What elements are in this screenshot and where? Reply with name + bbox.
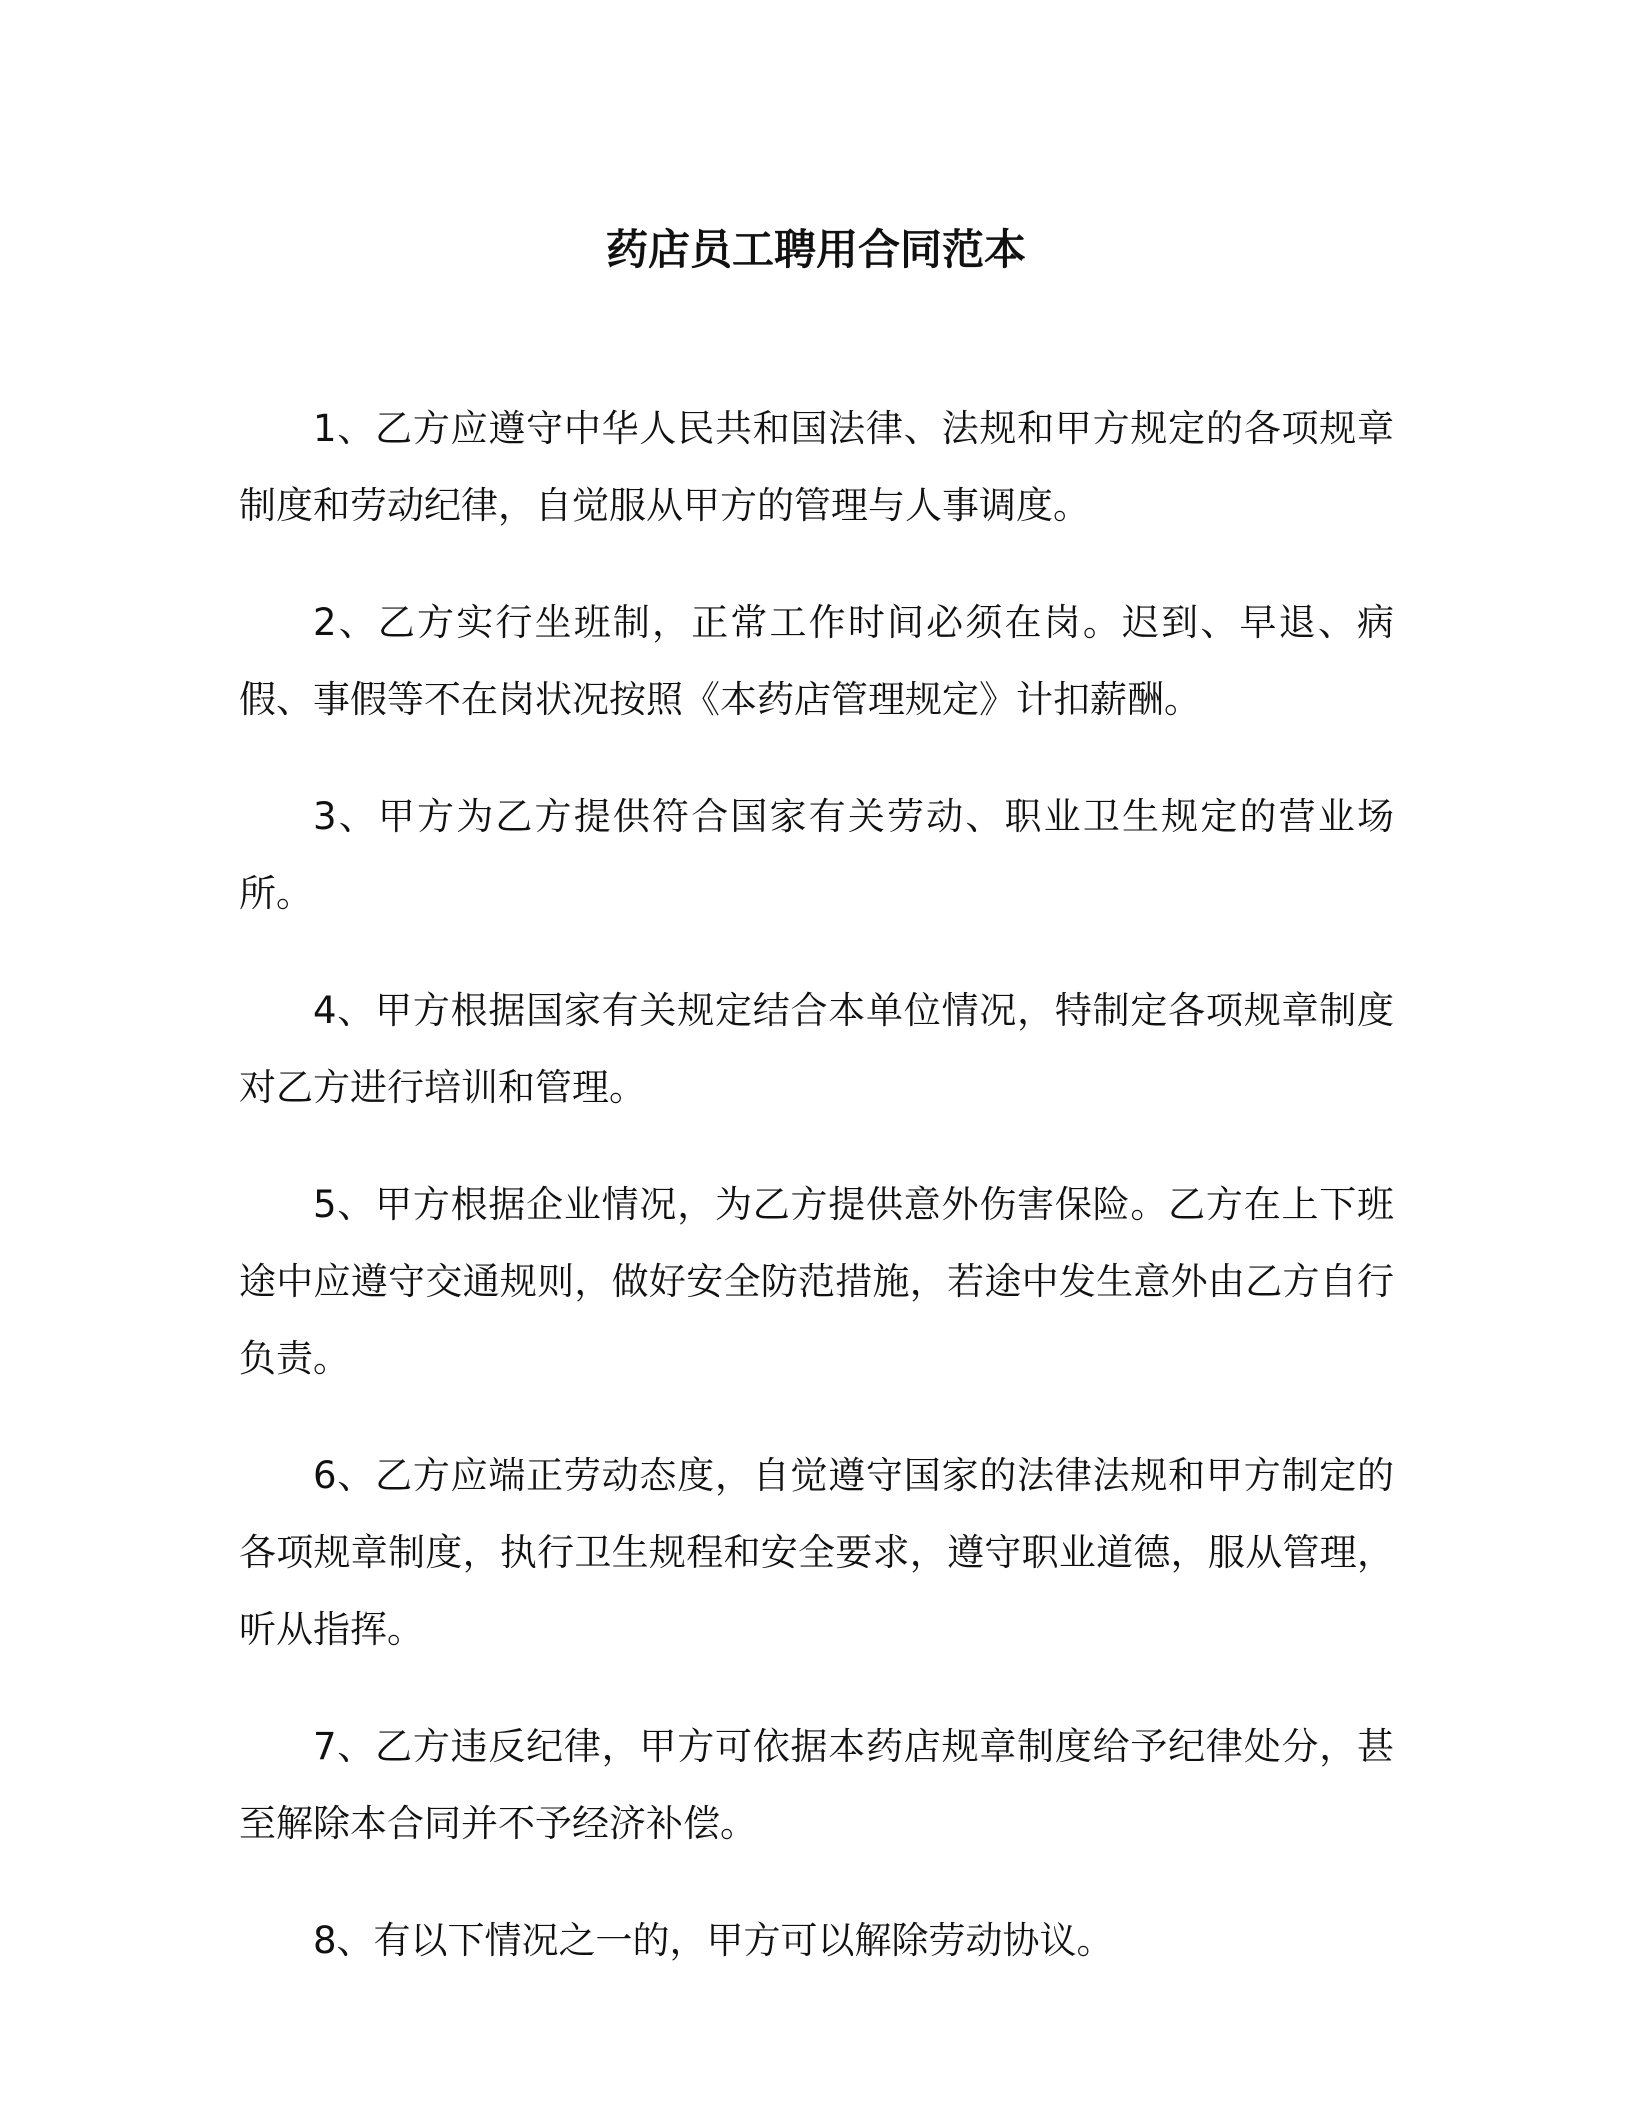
clause-8: 8、有以下情况之一的，甲方可以解除劳动协议。 — [313, 1919, 1114, 1962]
clause-6: 6、乙方应端正劳动态度，自觉遵守国家的法律法规和甲方制定的各项规章制度，执行卫生规程和安全要求，遵守职业道德，服从管理，听从指挥。 — [239, 1454, 1394, 1651]
clause-4: 4、甲方根据国家有关规定结合本单位情况，特制定各项规章制度对乙方进行培训和管理。 — [239, 989, 1394, 1109]
page-title: 药店员工聘用合同范本 — [605, 225, 1026, 274]
contract-body — [239, 390, 1394, 2019]
clause-7: 7、乙方违反纪律，甲方可依据本药店规章制度给予纪律处分，甚至解除本合同并不予经济补偿。 — [239, 1725, 1394, 1845]
clause-3: 3、甲方为乙方提供符合国家有关劳动、职业卫生规定的营业场所。 — [239, 795, 1394, 915]
clause-1: 1、乙方应遵守中华人民共和国法律、法规和甲方规定的各项规章制度和劳动纪律，自觉服从甲方的管理与人事调度。 — [239, 407, 1394, 527]
clause-5: 5、甲方根据企业情况，为乙方提供意外伤害保险。乙方在上下班途中应遵守交通规则，做好安全防范措施，若途中发生意外由乙方自行负责。 — [239, 1183, 1394, 1380]
clause-2: 2、乙方实行坐班制，正常工作时间必须在岗。迟到、早退、病假、事假等不在岗状况按照《本药店管理规定》计扣薪酬。 — [239, 601, 1394, 721]
